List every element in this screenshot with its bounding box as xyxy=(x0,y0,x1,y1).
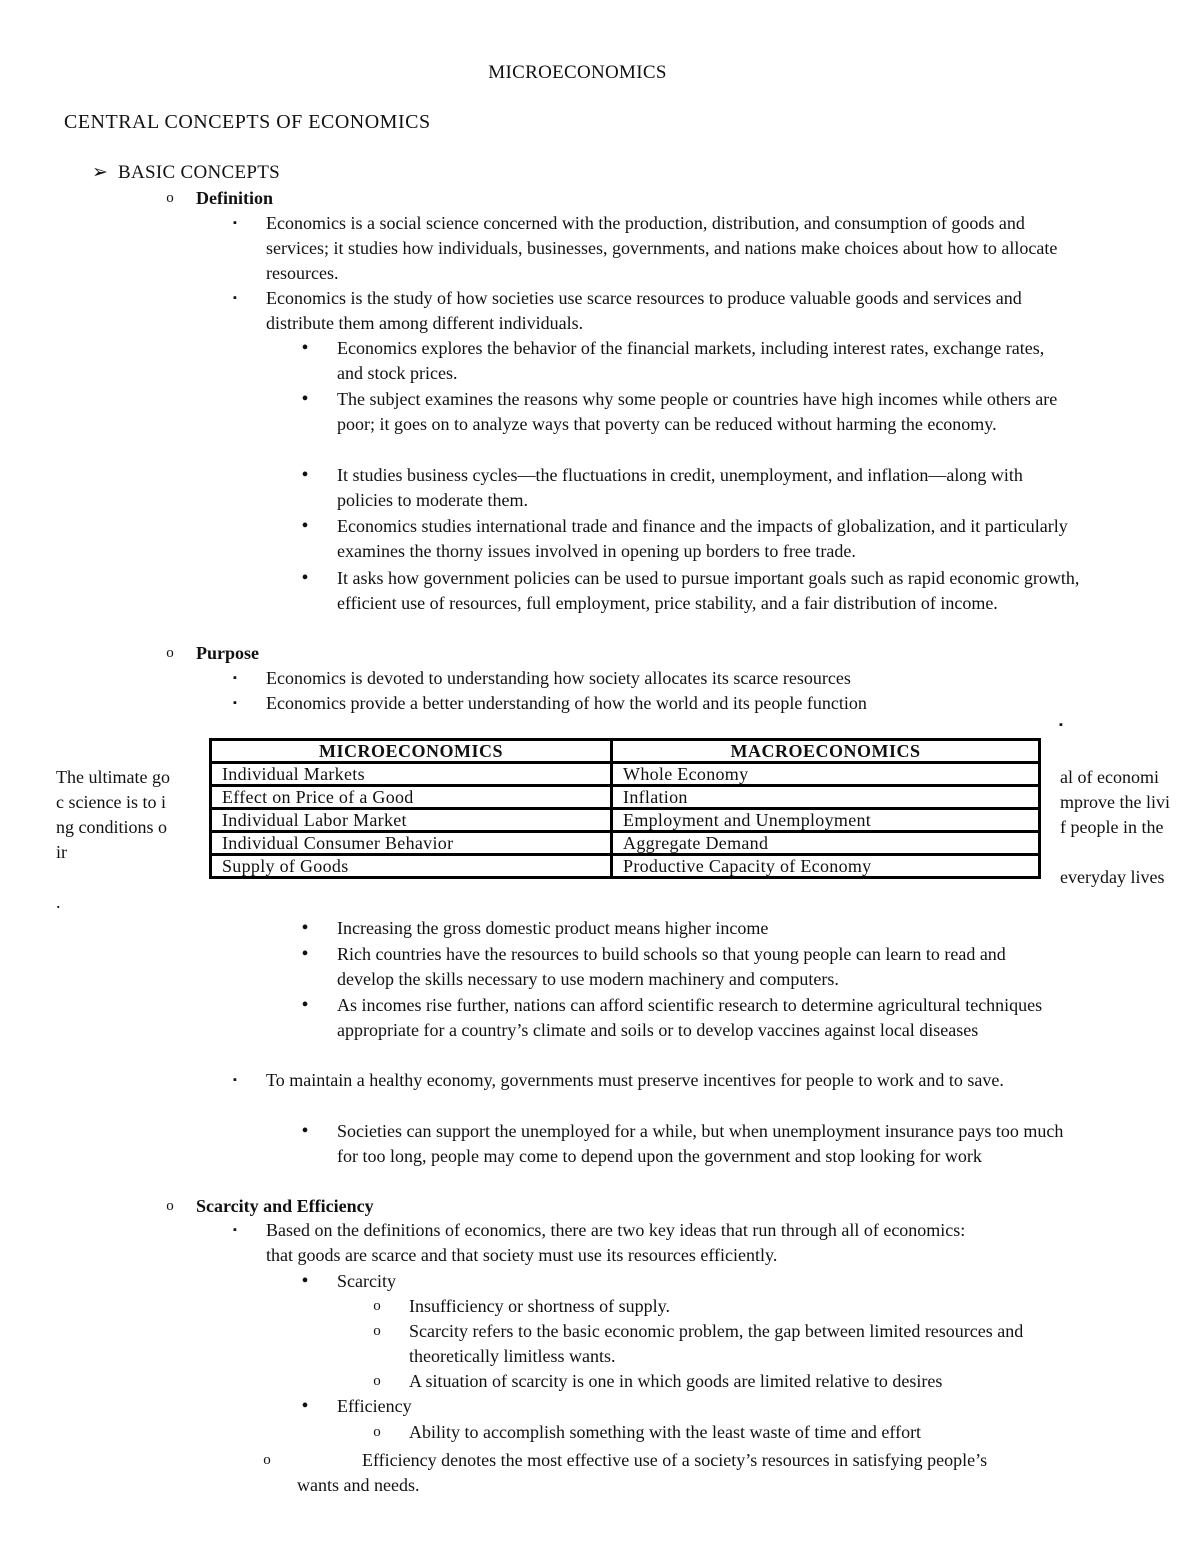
after-table-subitem-2: Rich countries have the resources to build schools so that young people can learn to read and develop the skills necessary to use modern machinery and computers. xyxy=(337,944,1006,989)
table-cell: Individual Markets xyxy=(211,763,612,786)
table-header-row xyxy=(211,740,1040,763)
round-bullet-icon: • xyxy=(301,943,309,965)
square-bullet-icon: ▪ xyxy=(233,217,237,229)
scarcity-efficiency-label: Scarcity and Efficiency xyxy=(196,1196,374,1216)
circle-bullet-icon: o xyxy=(166,190,174,206)
table-cell: Employment and Unemployment xyxy=(612,809,1040,832)
after-table-subitem-3: As incomes rise further, nations can afford scientific research to determine agricultural techniques appropriate for a country’s climate and soils or to develop vaccines against local diseases xyxy=(337,995,1043,1040)
round-bullet-icon: • xyxy=(301,567,309,589)
table-cell: Individual Consumer Behavior xyxy=(211,832,612,855)
table-header-macro: MACROECONOMICS xyxy=(612,740,1040,763)
arrow-bullet-icon: ➢ xyxy=(92,162,109,183)
table-cell: Inflation xyxy=(612,786,1040,809)
overflow-text-right-2: mprove the livi xyxy=(1060,792,1170,812)
table-cell: Supply of Goods xyxy=(211,855,612,878)
circle-bullet-icon: o xyxy=(373,1424,381,1440)
definition-subitem-3: It studies business cycles—the fluctuations in credit, unemployment, and inflation—along with policies to moderate them. xyxy=(337,465,1023,510)
purpose-label: Purpose xyxy=(196,643,259,663)
efficiency-point-1: Ability to accomplish something with the least waste of time and effort xyxy=(409,1422,922,1442)
square-bullet-icon: ▪ xyxy=(233,697,237,709)
definition-subitem-4: Economics studies international trade and finance and the impacts of globalization, and it particularly examines the thorny issues involved in opening up borders to free trade. xyxy=(337,516,1068,561)
stray-dot: . xyxy=(56,892,61,912)
square-bullet-icon: ▪ xyxy=(233,292,237,304)
round-bullet-icon: • xyxy=(301,388,309,410)
table-cell: Effect on Price of a Good xyxy=(211,786,612,809)
square-bullet-icon: ▪ xyxy=(233,672,237,684)
scarcity-point-2: Scarcity refers to the basic economic problem, the gap between limited resources and theoretically limitless wants. xyxy=(409,1321,1024,1366)
table-row xyxy=(211,855,1040,878)
table-cell: Productive Capacity of Economy xyxy=(612,855,1040,878)
table-cell: Individual Labor Market xyxy=(211,809,612,832)
table-row xyxy=(211,786,1040,809)
square-bullet-icon: ▪ xyxy=(1059,719,1063,731)
efficiency-label: Efficiency xyxy=(337,1396,412,1416)
circle-bullet-icon: o xyxy=(373,1323,381,1339)
table-cell: Whole Economy xyxy=(612,763,1040,786)
scarcity-label: Scarcity xyxy=(337,1271,396,1291)
definition-subitem-1: Economics explores the behavior of the financial markets, including interest rates, exchange rates, and stock prices. xyxy=(337,338,1045,383)
round-bullet-icon: • xyxy=(301,994,309,1016)
square-bullet-icon: ▪ xyxy=(233,1224,237,1236)
table-row xyxy=(211,763,1040,786)
round-bullet-icon: • xyxy=(301,917,309,939)
circle-bullet-icon: o xyxy=(166,1198,174,1214)
scarcity-point-1: Insufficiency or shortness of supply. xyxy=(409,1296,670,1316)
purpose-item-1: Economics is devoted to understanding how society allocates its scarce resources xyxy=(266,668,851,688)
section-heading: CENTRAL CONCEPTS OF ECONOMICS xyxy=(64,111,431,133)
scarcity-efficiency-item: Based on the definitions of economics, there are two key ideas that run through all of economics: that goods are scarce and that society must use its resources efficiently. xyxy=(266,1220,966,1265)
after-table-item-subitem: Societies can support the unemployed for a while, but when unemployment insurance pays too much for too long, people may come to depend upon the government and stop looking for work xyxy=(337,1121,1064,1166)
scarcity-point-3: A situation of scarcity is one in which goods are limited relative to desires xyxy=(409,1371,943,1391)
circle-bullet-icon: o xyxy=(373,1373,381,1389)
circle-bullet-icon: o xyxy=(166,645,174,661)
round-bullet-icon: • xyxy=(301,337,309,359)
round-bullet-icon: • xyxy=(301,515,309,537)
round-bullet-icon: • xyxy=(301,464,309,486)
micro-macro-comparison-table xyxy=(209,738,1041,879)
table-row xyxy=(211,832,1040,855)
definition-label: Definition xyxy=(196,188,274,208)
subsection-heading xyxy=(92,160,280,185)
overflow-text-left-4: ir xyxy=(56,842,67,862)
table-cell: Aggregate Demand xyxy=(612,832,1040,855)
round-bullet-icon: • xyxy=(301,1270,309,1292)
definition-item-2: Economics is the study of how societies use scarce resources to produce valuable goods and services and distribute them among different individuals. xyxy=(266,288,1022,333)
after-table-item: To maintain a healthy economy, governments must preserve incentives for people to work and to save. xyxy=(266,1070,1004,1090)
round-bullet-icon: • xyxy=(301,1120,309,1142)
overflow-text-left-3: ng conditions o xyxy=(56,817,167,837)
circle-bullet-icon: o xyxy=(373,1298,381,1314)
overflow-text-right-4: everyday lives xyxy=(1060,867,1165,887)
definition-item-1: Economics is a social science concerned with the production, distribution, and consumption of goods and services; it studies how individuals, businesses, governments, and nations make choices about how to allocate resources. xyxy=(266,213,1058,283)
document-title: MICROECONOMICS xyxy=(488,62,667,83)
square-bullet-icon: ▪ xyxy=(233,1074,237,1086)
circle-bullet-icon: o xyxy=(263,1452,271,1468)
purpose-item-2: Economics provide a better understanding of how the world and its people function xyxy=(266,693,867,713)
definition-subitem-5: It asks how government policies can be used to pursue important goals such as rapid economic growth, efficient use of resources, full employment, price stability, and a fair distribution of income. xyxy=(337,568,1080,613)
overflow-text-right-3: f people in the xyxy=(1060,817,1164,837)
table-header-micro: MICROECONOMICS xyxy=(211,740,612,763)
overflow-text-left-1: The ultimate go xyxy=(56,767,170,787)
table-row xyxy=(211,809,1040,832)
efficiency-point-2: Efficiency denotes the most effective use of a society’s resources in satisfying people’s wants and needs. xyxy=(297,1450,988,1495)
overflow-text-left-2: c science is to i xyxy=(56,792,166,812)
after-table-subitem-1: Increasing the gross domestic product means higher income xyxy=(337,918,769,938)
definition-subitem-2: The subject examines the reasons why some people or countries have high incomes while others are poor; it goes on to analyze ways that poverty can be reduced without harming the economy. xyxy=(337,389,1058,434)
subsection-label: BASIC CONCEPTS xyxy=(118,162,281,183)
overflow-text-right-1: al of economi xyxy=(1060,767,1159,787)
round-bullet-icon: • xyxy=(301,1395,309,1417)
